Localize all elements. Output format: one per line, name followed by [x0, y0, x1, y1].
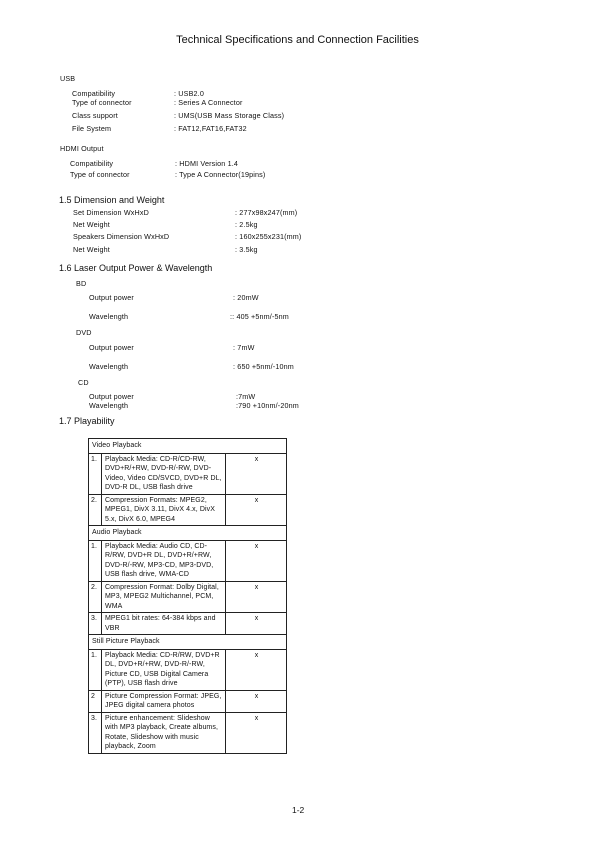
still-section-header: Still Picture Playback — [89, 635, 287, 650]
row-description: Playback Media: Audio CD, CD-R/RW, DVD+R DL, DVD+R/+RW, DVD-R/-RW, MP3-CD, MP3-DVD, USB flash drive, WMA-CD — [102, 540, 226, 581]
table-row — [89, 453, 287, 494]
speakers-dimension-label: Speakers Dimension WxHxD — [73, 232, 170, 241]
row-number: 1. — [89, 540, 102, 581]
bd-wavelength-value: :: 405 +5nm/-5nm — [230, 312, 289, 321]
table-row — [89, 712, 287, 753]
row-mark: x — [226, 690, 287, 712]
bd-wavelength-label: Wavelength — [89, 312, 129, 321]
usb-filesystem-label: File System — [72, 124, 112, 133]
dvd-power-value: : 7mW — [233, 343, 255, 352]
row-number: 1. — [89, 649, 102, 690]
page-number: 1-2 — [292, 805, 305, 815]
usb-class-value: : UMS(USB Mass Storage Class) — [174, 111, 285, 120]
laser-heading: 1.6 Laser Output Power & Wavelength — [59, 263, 213, 273]
row-mark: x — [226, 494, 287, 526]
audio-section-header: Audio Playback — [89, 526, 287, 541]
speakers-weight-label: Net Weight — [73, 245, 110, 254]
row-number: 3. — [89, 712, 102, 753]
row-description: Playback Media: CD-R/CD-RW, DVD+R/+RW, DVD-R/-RW, DVD-Video, Video CD/SVCD, DVD+R DL, DVD-R DL, USB flash drive — [102, 453, 226, 494]
set-dimension-label: Set Dimension WxHxD — [73, 208, 149, 217]
dimension-heading: 1.5 Dimension and Weight — [59, 195, 165, 205]
row-number: 3. — [89, 613, 102, 635]
playability-heading: 1.7 Playability — [59, 416, 115, 426]
set-dimension-value: : 277x98x247(mm) — [235, 208, 298, 217]
playability-table — [88, 438, 287, 754]
usb-connector-label: Type of connector — [72, 98, 132, 107]
hdmi-compatibility-label: Compatibility — [70, 159, 114, 168]
row-description: Compression Format: Dolby Digital, MP3, MPEG2 Multichannel, PCM, WMA — [102, 581, 226, 613]
row-mark: x — [226, 649, 287, 690]
row-mark: x — [226, 453, 287, 494]
row-description: Playback Media: CD-R/RW, DVD+R DL, DVD+R/+RW, DVD-R/-RW, Picture CD, USB Digital Camera (PTP), USB flash drive — [102, 649, 226, 690]
row-number: 2. — [89, 581, 102, 613]
cd-power-value: :7mW — [236, 392, 256, 401]
row-number: 1. — [89, 453, 102, 494]
hdmi-connector-value: : Type A Connector(19pins) — [175, 170, 266, 179]
bd-label: BD — [76, 279, 87, 288]
table-row — [89, 540, 287, 581]
row-mark: x — [226, 712, 287, 753]
usb-compatibility-label: Compatibility — [72, 89, 116, 98]
set-weight-label: Net Weight — [73, 220, 110, 229]
set-weight-value: : 2.5kg — [235, 220, 258, 229]
video-section-header: Video Playback — [89, 439, 287, 454]
dvd-label: DVD — [76, 328, 92, 337]
dvd-wavelength-label: Wavelength — [89, 362, 129, 371]
hdmi-heading: HDMI Output — [60, 144, 104, 153]
table-row — [89, 613, 287, 635]
cd-wavelength-value: :790 +10nm/-20nm — [236, 401, 299, 410]
cd-power-label: Output power — [89, 392, 134, 401]
speakers-weight-value: : 3.5kg — [235, 245, 258, 254]
row-mark: x — [226, 581, 287, 613]
row-number: 2 — [89, 690, 102, 712]
table-row — [89, 690, 287, 712]
usb-filesystem-value: : FAT12,FAT16,FAT32 — [174, 124, 247, 133]
bd-power-label: Output power — [89, 293, 134, 302]
table-row — [89, 649, 287, 690]
row-mark: x — [226, 613, 287, 635]
usb-connector-value: : Series A Connector — [174, 98, 243, 107]
row-number: 2. — [89, 494, 102, 526]
row-mark: x — [226, 540, 287, 581]
hdmi-compatibility-value: : HDMI Version 1.4 — [175, 159, 239, 168]
dvd-wavelength-value: : 650 +5nm/-10nm — [233, 362, 294, 371]
dvd-power-label: Output power — [89, 343, 134, 352]
page-title: Technical Specifications and Connection Facilities — [176, 34, 419, 46]
hdmi-connector-label: Type of connector — [70, 170, 130, 179]
usb-compatibility-value: : USB2.0 — [174, 89, 204, 98]
row-description: Compression Formats: MPEG2, MPEG1, DivX 3.11, DivX 4.x, DivX 5.x, DivX 6.0, MPEG4 — [102, 494, 226, 526]
row-description: MPEG1 bit rates: 64-384 kbps and VBR — [102, 613, 226, 635]
row-description: Picture enhancement: Slideshow with MP3 playback, Create albums, Rotate, Slideshow with music playback, Zoom — [102, 712, 226, 753]
cd-wavelength-label: Wavelength — [89, 401, 129, 410]
usb-heading: USB — [60, 74, 76, 83]
table-row — [89, 494, 287, 526]
bd-power-value: : 20mW — [233, 293, 259, 302]
usb-class-label: Class support — [72, 111, 118, 120]
row-description: Picture Compression Format: JPEG, JPEG digital camera photos — [102, 690, 226, 712]
table-row — [89, 581, 287, 613]
speakers-dimension-value: : 160x255x231(mm) — [235, 232, 302, 241]
cd-label: CD — [78, 378, 89, 387]
